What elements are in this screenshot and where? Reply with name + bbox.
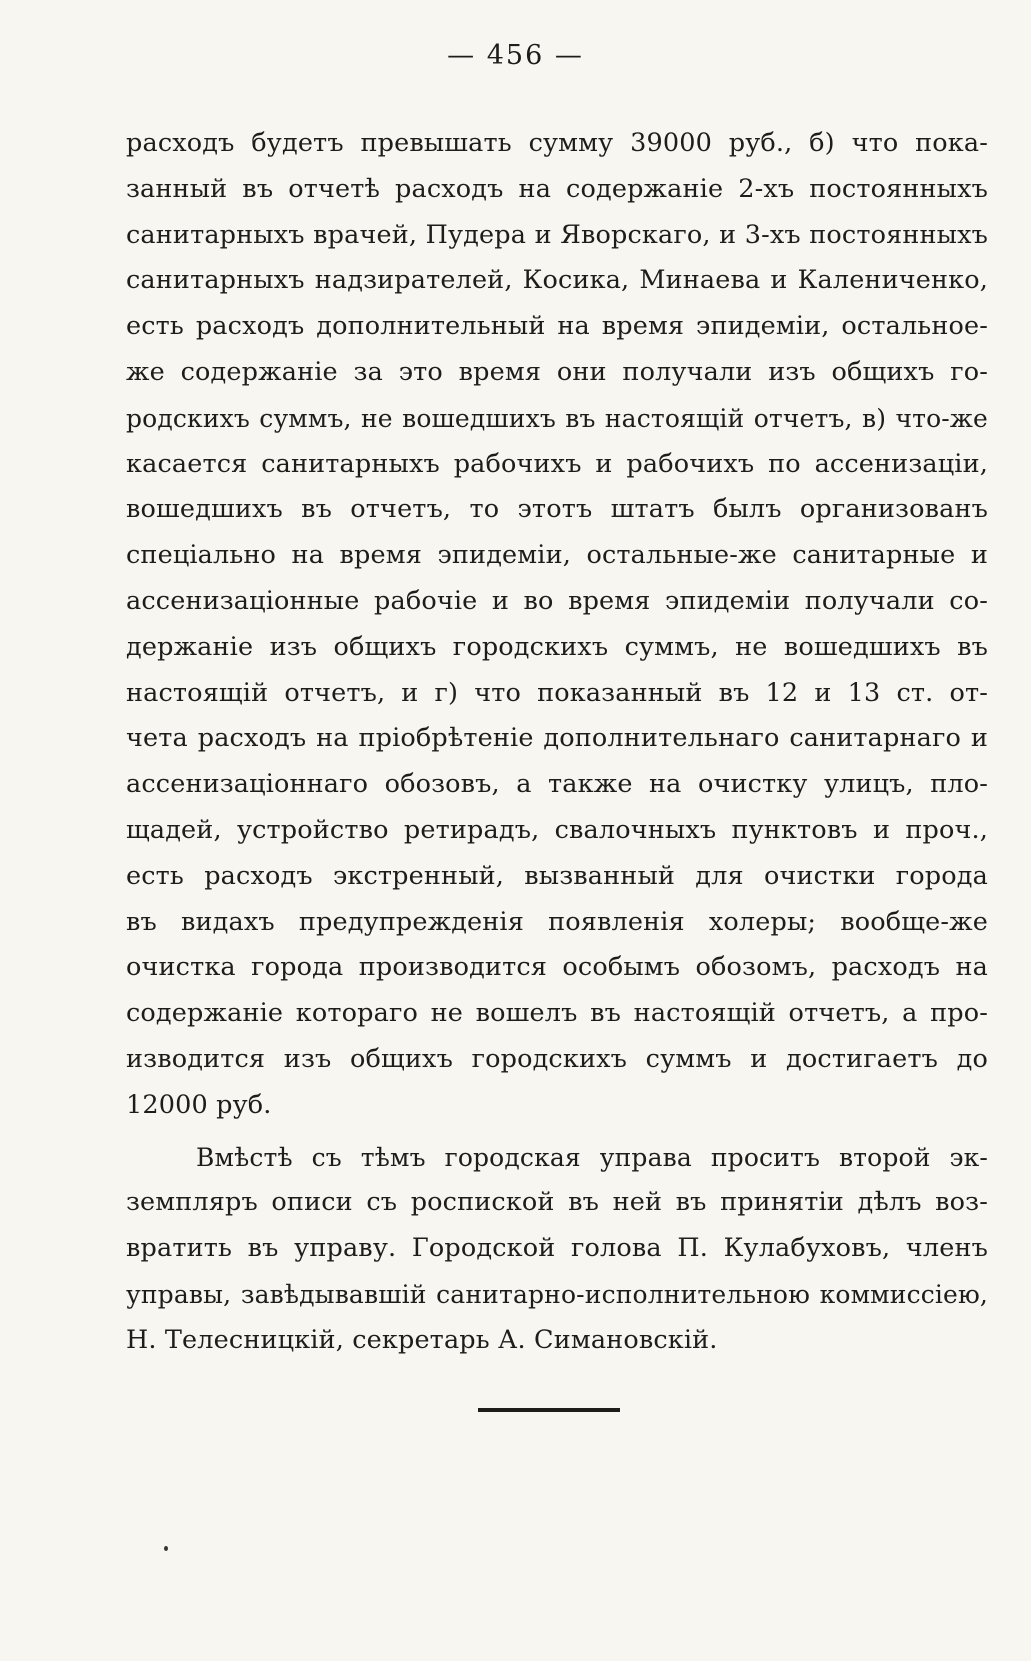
body-text	[126, 121, 988, 1364]
text-line: изводится изъ общихъ городскихъ суммъ и достигаетъ до	[126, 1043, 988, 1074]
text-line: въ видахъ предупрежденія появленія холеры; вообще-же	[126, 906, 988, 937]
text-line: санитарныхъ врачей, Пудера и Яворскаго, и 3-хъ постоянныхъ	[126, 219, 988, 250]
text-line: содержаніе котораго не вошелъ въ настоящій отчетъ, а про-	[126, 998, 988, 1029]
text-line: Н. Телесницкій, секретарь А. Симановскій.	[126, 1324, 718, 1355]
text-line: санитарныхъ надзирателей, Косика, Минаева и Калениченко,	[126, 265, 988, 296]
page-number: — 456 —	[447, 40, 584, 71]
text-line: земпляръ описи съ роспиской въ ней въ принятіи дѣлъ воз-	[126, 1187, 988, 1218]
text-line: занный въ отчетѣ расходъ на содержаніе 2-хъ постоянныхъ	[126, 173, 988, 204]
text-line: ассенизаціонные рабочіе и во время эпидеміи получали со-	[126, 585, 988, 616]
paragraph-1	[126, 121, 988, 1129]
text-line: касается санитарныхъ рабочихъ и рабочихъ по ассенизаціи,	[126, 448, 988, 479]
text-line: вошедшихъ въ отчетъ, то этотъ штатъ былъ организованъ	[126, 494, 988, 525]
text-line: спеціально на время эпидеміи, остальные-же санитарные и	[126, 540, 988, 571]
text-line: щадей, устройство ретирадъ, свалочныхъ пунктовъ и проч.,	[126, 814, 988, 845]
text-line: настоящій отчетъ, и г) что показанный въ 12 и 13 ст. от-	[126, 677, 988, 708]
text-line: есть расходъ дополнительный на время эпидеміи, остальное-	[126, 311, 988, 342]
text-line: управы, завѣдывавшій санитарно-исполнительною коммиссіею,	[126, 1279, 988, 1309]
text-line: же содержаніе за это время они получали изъ общихъ го-	[126, 356, 988, 387]
text-line: чета расходъ на пріобрѣтеніе дополнительнаго санитарнаго и	[126, 723, 988, 754]
text-line: ассенизаціоннаго обозовъ, а также на очистку улицъ, пло-	[126, 769, 988, 800]
text-line: Вмѣстѣ съ тѣмъ городская управа проситъ второй эк-	[196, 1142, 988, 1172]
text-line: вратить въ управу. Городской голова П. Кулабуховъ, членъ	[126, 1233, 988, 1264]
ink-speck	[164, 1546, 168, 1551]
end-rule	[478, 1408, 620, 1412]
paragraph-2	[126, 1135, 988, 1364]
text-line: очистка города производится особымъ обозомъ, расходъ на	[126, 952, 988, 983]
text-line: 12000 руб.	[126, 1089, 272, 1120]
text-line: расходъ будетъ превышать сумму 39000 руб., б) что пока-	[126, 128, 988, 158]
text-line: родскихъ суммъ, не вошедшихъ въ настоящій отчетъ, в) что-же	[126, 403, 988, 433]
text-line: держаніе изъ общихъ городскихъ суммъ, не вошедшихъ въ	[126, 631, 988, 662]
text-line: есть расходъ экстренный, вызванный для очистки города	[126, 860, 988, 891]
